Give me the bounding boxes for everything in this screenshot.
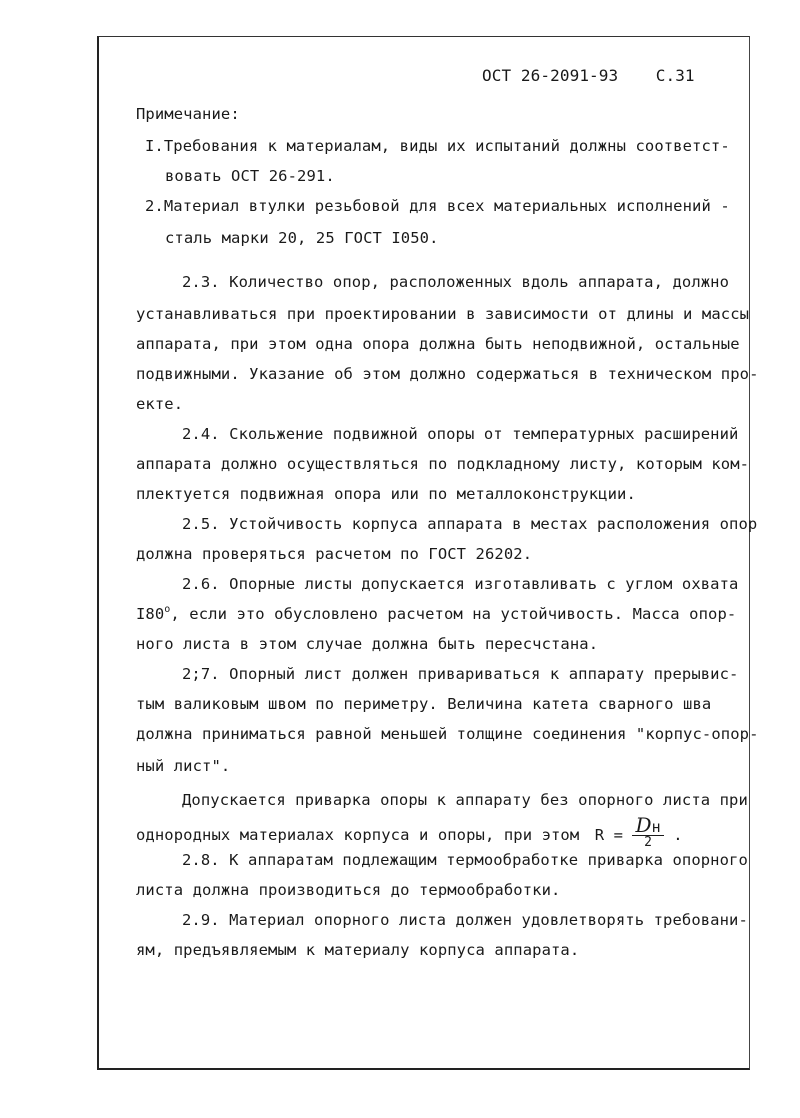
paragraph-2-6-line: ного листа в этом случае должна быть пересчстана. bbox=[136, 635, 599, 653]
paragraph-2-3-line: екте. bbox=[136, 395, 184, 413]
paragraph-2-3-line: аппарата, при этом одна опора должна быть неподвижной, остальные bbox=[136, 335, 740, 353]
paragraph-2-7-line: тым валиковым швом по периметру. Величина катета сварного шва bbox=[136, 695, 712, 713]
note-item-1-line-1: I.Требования к материалам, виды их испытаний должны соответст- bbox=[145, 137, 730, 155]
paragraph-2-6-line: $I80^о$, если это обусловлено расчетом на устойчивость. Масса опор- bbox=[136, 604, 737, 623]
paragraph-2-3-line: 2.3. Количество опор, расположенных вдоль аппарата, должно bbox=[182, 273, 730, 291]
note-item-1-line-2: вовать ОСТ 26-291. bbox=[165, 167, 335, 185]
page-header bbox=[482, 66, 695, 86]
page-number: С.31 bbox=[655, 66, 695, 85]
degree-sign: о bbox=[164, 604, 171, 615]
paragraph-2-9-line: ям, предъявляемым к материалу корпуса аппарата. bbox=[136, 941, 580, 959]
note-item-2-line-1: 2.Материал втулки резьбовой для всех материальных исполнений - bbox=[145, 197, 730, 215]
paragraph-2-4-line: 2.4. Скольжение подвижной опоры от температурных расширений bbox=[182, 425, 739, 443]
paragraph-2-6-line: 2.6. Опорные листы допускается изготавливать с углом охвата bbox=[182, 575, 739, 593]
paragraph-2-4-line: плектуется подвижная опора или по металлоконструкции. bbox=[136, 485, 636, 503]
formula-fraction: $\frac{Dн}{2}$ bbox=[632, 818, 663, 849]
document-code: ОСТ 26-2091-93 bbox=[482, 66, 619, 85]
paragraph-2-8-line: листа должна производиться до термообработки. bbox=[136, 881, 561, 899]
paragraph-2-3-line: устанавливаться при проектировании в зависимости от длины и массы bbox=[136, 305, 750, 323]
paragraph-2-7-addendum-line: Допускается приварка опоры к аппарату без опорного листа при bbox=[182, 791, 748, 809]
paragraph-2-3-line: подвижными. Указание об этом должно содержаться в техническом про- bbox=[136, 365, 759, 383]
paragraph-2-8-line: 2.8. К аппаратам подлежащим термообработке приварка опорного bbox=[182, 851, 748, 869]
paragraph-2-9-line: 2.9. Материал опорного листа должен удовлетворять требовани- bbox=[182, 911, 748, 929]
paragraph-2-5-line: должна проверяться расчетом по ГОСТ 26202. bbox=[136, 545, 533, 563]
paragraph-2-7-line: 2;7. Опорный лист должен привариваться к аппарату прерывис- bbox=[182, 665, 739, 683]
note-title: Примечание: bbox=[136, 105, 240, 123]
paragraph-2-4-line: аппарата должно осуществляться по подкладному листу, которым ком- bbox=[136, 455, 750, 473]
paragraph-2-7-line: должна приниматься равной меньшей толщине соединения "корпус-опор- bbox=[136, 725, 759, 743]
note-item-2-line-2: сталь марки 20, 25 ГОСТ I050. bbox=[165, 229, 439, 247]
radius-formula: R = $\frac{Dн}{2}$ . bbox=[594, 813, 683, 850]
paragraph-2-7-addendum-line: однородных материалах корпуса и опоры, при этом R = $\frac{Dн}{2}$ . bbox=[136, 813, 683, 850]
paragraph-2-7-line: ный лист". bbox=[136, 757, 231, 775]
paragraph-2-5-line: 2.5. Устойчивость корпуса аппарата в местах расположения опор bbox=[182, 515, 758, 533]
angle-value: I80 bbox=[136, 605, 165, 623]
